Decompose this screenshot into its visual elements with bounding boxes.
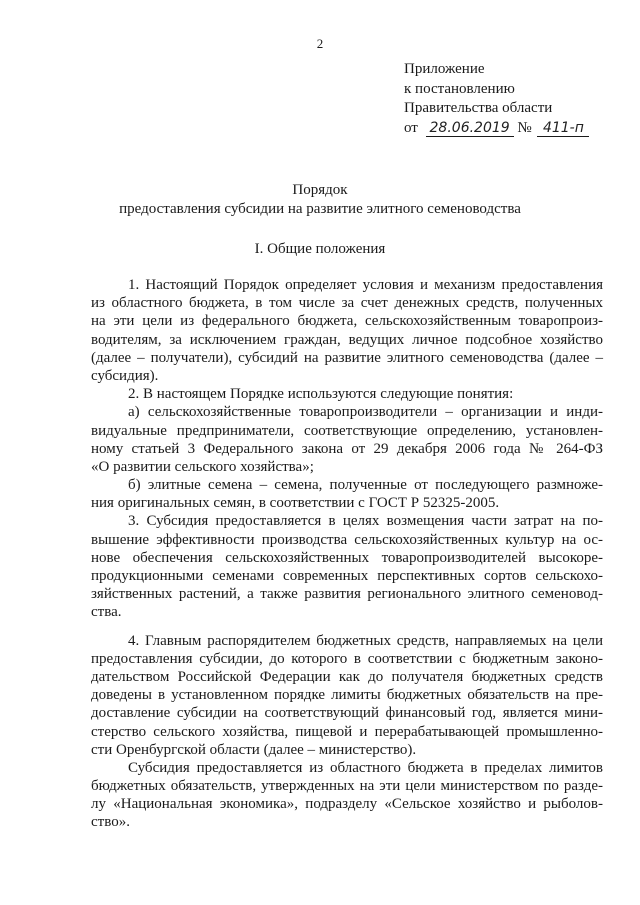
paragraph-line: зяйственных растений, а также развития регионального элитного семеновод- <box>91 586 603 603</box>
paragraph-line: предоставления субсидии, до которого в соответствии с бюджетным законо- <box>91 650 603 667</box>
appendix-title: Приложение <box>404 61 485 77</box>
page-number: 2 <box>316 36 324 51</box>
paragraph <box>91 385 603 403</box>
number-label: № <box>517 119 532 136</box>
paragraph-line: видуальные предприниматели, соответствующие определению, установлен- <box>91 422 603 439</box>
paragraph-line: (далее – получатели), субсидий на развитие элитного семеноводства (далее – <box>91 349 603 366</box>
paragraph-line: ния оригинальных семян, в соответствии с ГОСТ Р 52325-2005. <box>91 495 500 512</box>
from-label: от <box>404 119 418 136</box>
paragraph-line: 1. Настоящий Порядок определяет условия и механизм предоставления <box>128 277 603 293</box>
paragraph <box>91 759 603 832</box>
paragraph-line: водителям, за исключением граждан, ведущих личное подсобное хозяйство <box>91 331 603 348</box>
paragraph-line: ному статьей 3 Федерального закона от 29 декабря 2006 года № 264-ФЗ <box>91 440 603 457</box>
appendix-government-line: Правительства области <box>404 100 553 116</box>
paragraph-line: продукционными семенами современных перспективных сортов сельскохо- <box>91 568 603 584</box>
paragraph-line: доставление субсидии на соответствующий финансовый год, является мини- <box>91 705 603 722</box>
paragraph-line: 3. Субсидия предоставляется в целях возмещения части затрат на по- <box>128 513 603 530</box>
paragraph-line: б) элитные семена – семена, полученные от последующего размноже- <box>128 477 603 494</box>
appendix-block <box>404 60 589 138</box>
paragraph-line: лу «Национальная экономика», подразделу «Сельское хозяйство и рыболов- <box>91 796 603 813</box>
paragraph-line: субсидия). <box>91 367 159 384</box>
appendix-date-number-line <box>404 119 589 139</box>
paragraph <box>91 632 603 759</box>
paragraph <box>91 403 603 476</box>
paragraph-line: дательством Российской Федерации как до получателя бюджетных средств <box>91 668 603 685</box>
paragraph <box>91 276 603 385</box>
paragraph-line: сти Оренбургской области (далее – министерство). <box>91 741 417 758</box>
paragraph-line: доведены в установленном порядке лимиты бюджетных обязательств на пре- <box>91 687 603 704</box>
paragraph-line: из областного бюджета, в том числе за счет денежных средств, полученных <box>91 295 603 312</box>
paragraph <box>91 512 603 621</box>
paragraph <box>91 476 603 512</box>
body-text <box>91 276 603 832</box>
paragraph-line: Субсидия предоставляется из областного бюджета в пределах лимитов <box>128 759 603 776</box>
paragraph-line: стерство сельского хозяйства, пищевой и перерабатывающей промышленно- <box>91 723 603 740</box>
title-line-2: предоставления субсидии на развитие элитного семеноводства <box>119 201 521 217</box>
paragraph-line: бюджетных обязательств, утвержденных на эти цели министерством по разде- <box>91 778 603 795</box>
paragraph-line: а) сельскохозяйственные товаропроизводители – организации и инди- <box>128 404 603 421</box>
paragraph-line: вышение эффективности производства сельскохозяйственных культур на ос- <box>91 531 603 548</box>
paragraph-line: нове обеспечения сельскохозяйственных товаропроизводителей высокоре- <box>91 549 603 566</box>
title-line-1: Порядок <box>292 182 348 198</box>
appendix-resolution-line: к постановлению <box>404 80 515 97</box>
document-title <box>0 181 640 219</box>
paragraph-line: «О развитии сельского хозяйства»; <box>91 458 314 475</box>
paragraph-line: 2. В настоящем Порядке используются следующие понятия: <box>128 386 514 403</box>
paragraph-line: 4. Главным распорядителем бюджетных средств, направляемых на цели <box>128 632 603 649</box>
paragraph-line: ство». <box>91 814 130 831</box>
handwritten-number: 411-п <box>537 120 589 137</box>
section-heading: I. Общие положения <box>254 241 386 257</box>
paragraph-line: ства. <box>91 604 122 621</box>
paragraph-line: на эти цели из федерального бюджета, сельскохозяйственным товаропроиз- <box>91 313 603 330</box>
handwritten-date: 28.06.2019 <box>426 120 514 137</box>
